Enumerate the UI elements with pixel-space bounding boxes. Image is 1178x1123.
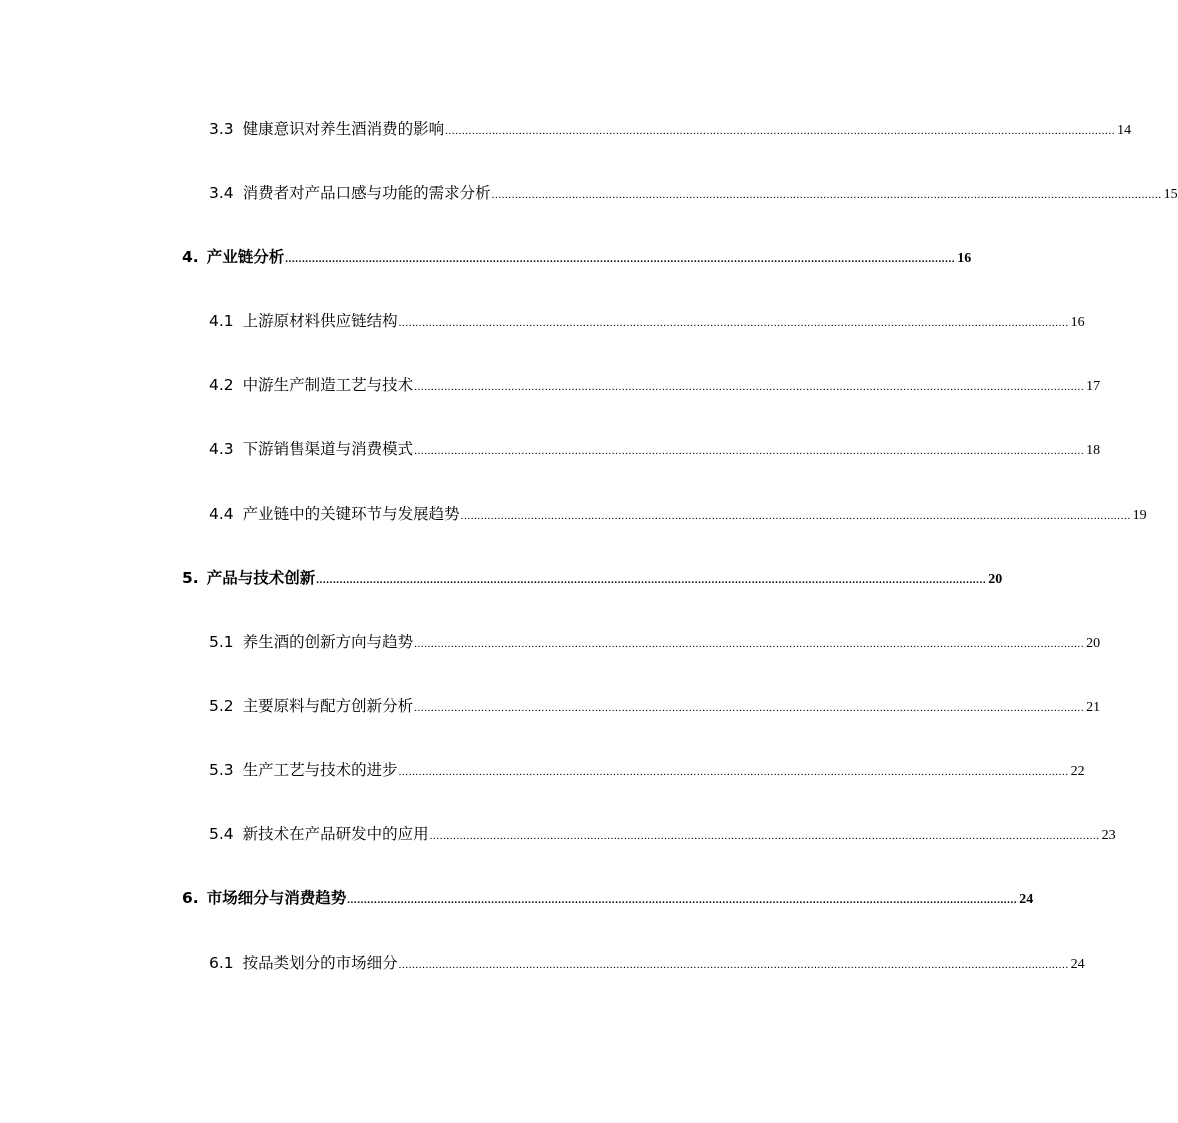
toc-entry-title: 产业链分析 bbox=[206, 248, 285, 266]
toc-entry-title: 消费者对产品口感与功能的需求分析 bbox=[242, 184, 491, 202]
toc-entry-4-3[interactable] bbox=[209, 439, 1101, 461]
dot-leader: ........................................................................................................................................................................................................ bbox=[491, 189, 1162, 201]
toc-entry-page: 24 bbox=[1019, 892, 1034, 907]
toc-entry-number: 4. bbox=[182, 248, 199, 266]
dot-leader: ........................................................................................................................................................................................................ bbox=[460, 510, 1131, 522]
toc-entry-page: 19 bbox=[1132, 508, 1147, 523]
toc-entry-number: 4.3 bbox=[209, 440, 234, 458]
toc-entry-title: 市场细分与消费趋势 bbox=[206, 889, 347, 907]
toc-entry-number: 6.1 bbox=[209, 954, 234, 972]
dot-leader: ........................................................................................................................................................................................................ bbox=[445, 125, 1116, 137]
toc-entry-title: 产品与技术创新 bbox=[206, 569, 316, 587]
toc-entry-page: 21 bbox=[1086, 700, 1101, 715]
toc-entry-title: 主要原料与配方创新分析 bbox=[242, 697, 414, 715]
dot-leader: ........................................................................................................................................................................................................ bbox=[398, 766, 1069, 778]
toc-entry-number: 6. bbox=[182, 889, 199, 907]
toc-entry-5-1[interactable] bbox=[209, 632, 1101, 654]
toc-entry-4-2[interactable] bbox=[209, 375, 1101, 397]
toc-entry-3-3[interactable] bbox=[209, 119, 1132, 141]
dot-leader: ........................................................................................................................................................................................................ bbox=[429, 830, 1100, 842]
dot-leader: ........................................................................................................................................................................................................ bbox=[414, 381, 1085, 393]
toc-entry-3-4[interactable] bbox=[209, 183, 1178, 205]
toc-entry-title: 健康意识对养生酒消费的影响 bbox=[242, 120, 445, 138]
toc-entry-5[interactable] bbox=[182, 568, 1003, 590]
toc-entry-title: 新技术在产品研发中的应用 bbox=[242, 825, 429, 843]
toc-entry-4[interactable] bbox=[182, 247, 972, 269]
toc-entry-number: 3.3 bbox=[209, 120, 234, 138]
dot-leader: ........................................................................................................................................................................................................ bbox=[316, 574, 987, 586]
toc-entry-page: 16 bbox=[1070, 315, 1085, 330]
toc-entry-number: 4.2 bbox=[209, 376, 234, 394]
dot-leader: ........................................................................................................................................................................................................ bbox=[285, 253, 956, 265]
toc-entry-number: 5.3 bbox=[209, 761, 234, 779]
toc-entry-5-2[interactable] bbox=[209, 696, 1101, 718]
dot-leader: ........................................................................................................................................................................................................ bbox=[414, 702, 1085, 714]
toc-entry-number: 3.4 bbox=[209, 184, 234, 202]
toc-entry-number: 4.4 bbox=[209, 505, 234, 523]
dot-leader: ........................................................................................................................................................................................................ bbox=[414, 445, 1085, 457]
toc-entry-title: 按品类划分的市场细分 bbox=[242, 954, 398, 972]
toc-entry-title: 上游原材料供应链结构 bbox=[242, 312, 398, 330]
dot-leader: ........................................................................................................................................................................................................ bbox=[347, 894, 1018, 906]
toc-entry-page: 24 bbox=[1070, 957, 1085, 972]
toc-entry-title: 下游销售渠道与消费模式 bbox=[242, 440, 414, 458]
toc-entry-number: 4.1 bbox=[209, 312, 234, 330]
toc-entry-page: 22 bbox=[1070, 764, 1085, 779]
toc-entry-title: 产业链中的关键环节与发展趋势 bbox=[242, 505, 460, 523]
dot-leader: ........................................................................................................................................................................................................ bbox=[414, 638, 1085, 650]
dot-leader: ........................................................................................................................................................................................................ bbox=[398, 317, 1069, 329]
toc-entry-4-4[interactable] bbox=[209, 504, 1147, 526]
toc-entry-page: 23 bbox=[1101, 828, 1116, 843]
toc-entry-5-3[interactable] bbox=[209, 760, 1085, 782]
toc-entry-page: 16 bbox=[957, 251, 972, 266]
toc-entry-title: 中游生产制造工艺与技术 bbox=[242, 376, 414, 394]
toc-entry-number: 5.4 bbox=[209, 825, 234, 843]
toc-entry-page: 20 bbox=[1086, 636, 1101, 651]
toc-entry-page: 14 bbox=[1117, 123, 1132, 138]
toc-entry-6[interactable] bbox=[182, 888, 1034, 910]
dot-leader: ........................................................................................................................................................................................................ bbox=[398, 959, 1069, 971]
toc-entry-number: 5.2 bbox=[209, 697, 234, 715]
toc-entry-6-1[interactable] bbox=[209, 953, 1085, 975]
toc-entry-number: 5.1 bbox=[209, 633, 234, 651]
toc-entry-page: 17 bbox=[1086, 379, 1101, 394]
toc-entry-title: 生产工艺与技术的进步 bbox=[242, 761, 398, 779]
toc-entry-title: 养生酒的创新方向与趋势 bbox=[242, 633, 414, 651]
toc-entry-5-4[interactable] bbox=[209, 824, 1116, 846]
toc-entry-page: 15 bbox=[1163, 187, 1178, 202]
toc-entry-page: 20 bbox=[988, 572, 1003, 587]
toc-entry-number: 5. bbox=[182, 569, 199, 587]
toc-entry-4-1[interactable] bbox=[209, 311, 1085, 333]
toc-entry-page: 18 bbox=[1086, 443, 1101, 458]
